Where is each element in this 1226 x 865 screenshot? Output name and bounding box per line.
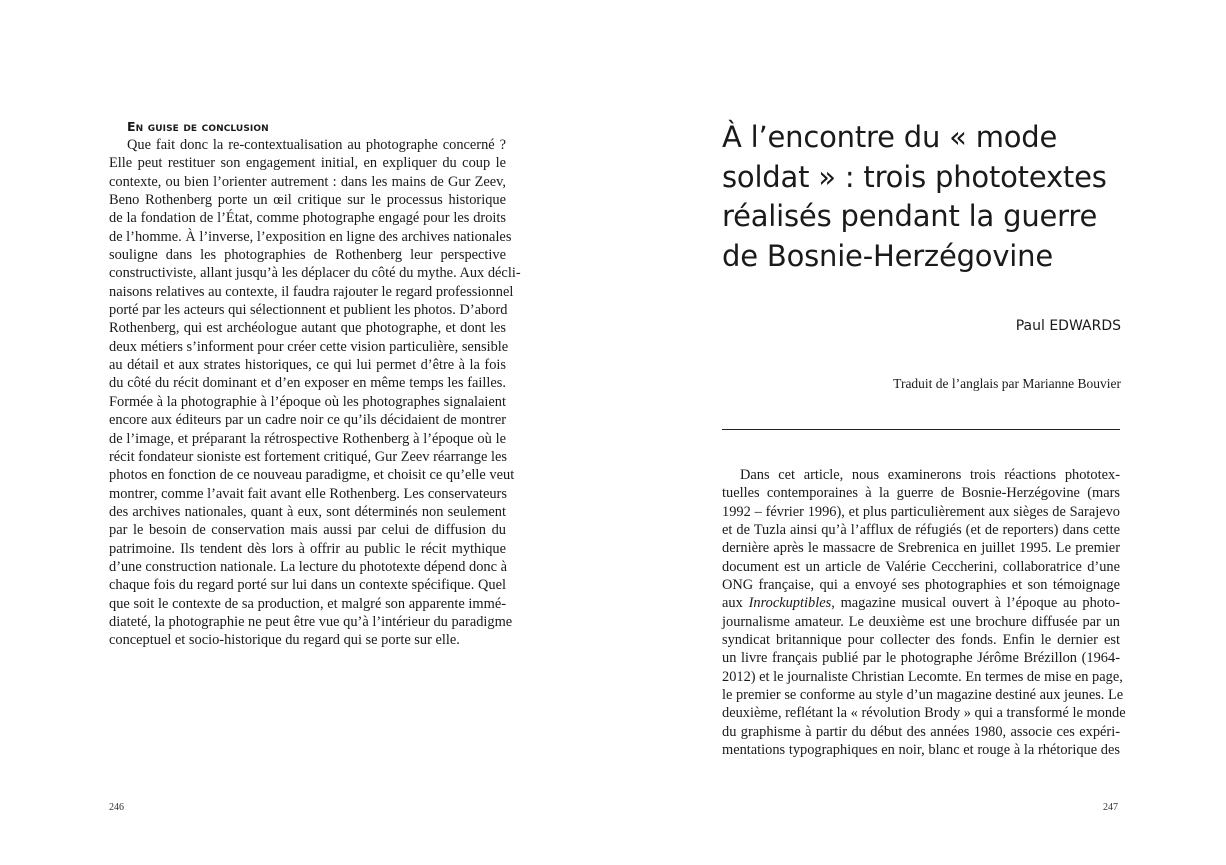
text-line: mentations typographiques en noir, blanc et rouge à la rhétorique des	[722, 742, 1120, 759]
author-first-name: Paul	[1015, 318, 1045, 334]
text-line: le premier se conforme au style d’un magazine destiné aux jeunes. Le	[722, 687, 1124, 704]
text-line: dernière après le massacre de Srebrenica en juillet 1995. Le premier	[722, 540, 1120, 557]
text-line: par le besoin de conservation mais aussi par celui de diffusion du	[109, 522, 506, 539]
text-line: 1992 – février 1996), et plus particulièrement aux sièges de Sarajevo	[722, 503, 1120, 520]
text-line: Que fait donc la re-contextualisation au photographe concerné ?	[127, 137, 506, 153]
text-line: Formée à la photographie à l’époque où les photographes signalaient	[109, 393, 506, 410]
text-line: au détail et aux strates historiques, ce qui lui permet d’être à la fois	[109, 357, 506, 374]
italic-title: Inrockuptibles	[748, 595, 832, 612]
text-line: souligne dans les photographies de Rothenberg leur perspective	[109, 247, 506, 264]
text-line: de l’homme. À l’inverse, l’exposition en ligne des archives nationales	[109, 228, 512, 245]
text-line: d’une construction nationale. La lecture du phototexte dépend donc à	[109, 558, 507, 575]
title-line-3: réalisés pendant la guerre	[722, 199, 1098, 233]
text-line: Rothenberg, qui est archéologue autant que photographe, et dont les	[109, 320, 506, 337]
text-line: et de Tuzla ainsi qu’à l’afflux de réfugiés (et de reporters) dans cette	[722, 522, 1120, 539]
text-line: des archives nationales, quant à eux, sont déterminés non seulement	[109, 503, 506, 520]
text-line: un livre français publié par le photographe Jérôme Brézillon (1964-	[722, 650, 1120, 667]
translator-credit: Traduit de l’anglais par Marianne Bouvier	[893, 376, 1121, 391]
text-line: porté par les acteurs qui sélectionnent et publient les photos. D’abord	[109, 302, 508, 319]
article-title	[722, 118, 1142, 276]
page-number-left: 246	[109, 802, 124, 813]
section-heading: En guise de conclusion	[127, 119, 269, 134]
text-line: 2012) et le journaliste Christian Lecomte. En termes de mise en page,	[722, 668, 1123, 685]
text-line: deuxième, reflétant la « révolution Brody » qui a transformé le monde	[722, 705, 1126, 722]
text-line: syndicat britannique pour collecter des fonds. Enfin le dernier est	[722, 632, 1120, 649]
text-line	[722, 594, 1120, 612]
title-line-4: de Bosnie-Herzégovine	[722, 238, 1053, 273]
text-line: journalisme amateur. Le deuxième est une brochure diffusée par un	[722, 613, 1120, 630]
left-body-text	[109, 136, 521, 650]
text-line: du graphisme à partir du début des années 1980, associe ces expéri-	[722, 723, 1120, 740]
author-last-name: EDWARDS	[1049, 318, 1121, 334]
text-line: Beno Rothenberg porte un œil critique sur le processus historique	[109, 192, 506, 209]
text-line: Dans cet article, nous examinerons trois réactions phototex-	[740, 467, 1120, 483]
text-line: de l’image, et préparant la rétrospective Rothenberg à l’époque où le	[109, 430, 506, 447]
text-line: encore aux éditeurs par un cadre noir ce qu’ils décidaient de montrer	[109, 412, 506, 429]
text-line: du côté du récit dominant et d’en exposer en même temps les failles.	[109, 375, 506, 392]
text-line: que soit le contexte de sa production, et malgré son apparente immé-	[109, 595, 506, 612]
author-name	[1016, 318, 1121, 334]
text-line: naisons relatives au contexte, il faudra rajouter le regard professionnel	[109, 283, 514, 300]
text-line: de la fondation de l’État, comme photographe engagé pour les droits	[109, 210, 506, 227]
right-body-text	[722, 466, 1126, 760]
text-line: montrer, comme l’avait fait avant elle Rothenberg. Les conservateurs	[109, 485, 507, 502]
text-line: constructiviste, allant jusqu’à les déplacer du côté du mythe. Aux décli-	[109, 265, 521, 282]
title-line-2: soldat » : trois phototextes	[722, 159, 1107, 194]
right-page	[613, 0, 1226, 865]
title-line-1: À l’encontre du « mode	[722, 120, 1058, 154]
text-line: récit fondateur sioniste est fortement critiqué, Gur Zeev réarrange les	[109, 448, 507, 465]
text-line: Elle peut restituer son engagement initial, en expliquer du coup le	[109, 155, 506, 172]
horizontal-rule	[722, 429, 1120, 430]
text-line: patrimoine. Ils tendent dès lors à offrir au public le récit mythique	[109, 540, 506, 557]
page-number-right: 247	[1103, 802, 1118, 813]
text-line: ONG française, qui a envoyé ses photographies et son témoignage	[722, 577, 1120, 594]
text-line: tuelles contemporaines à la guerre de Bosnie-Herzégovine (mars	[722, 485, 1120, 502]
text-line: conceptuel et socio-historique du regard qui se porte sur elle.	[109, 632, 460, 649]
text-line: document est un article de Valérie Ceccherini, collaboratrice d’une	[722, 558, 1120, 575]
text-line: contexte, ou bien l’orienter autrement : dans les mains de Gur Zeev,	[109, 173, 506, 190]
text-line: chaque fois du regard porté sur lui dans un contexte spécifique. Quel	[109, 577, 506, 594]
text-fragment: , magazine musical ouvert à l’époque au photo-	[831, 595, 1120, 612]
text-line: deux métiers s’informent pour créer cette vision particulière, sensible	[109, 338, 509, 355]
text-line: photos en fonction de ce nouveau paradigme, et choisit ce qu’elle veut	[109, 467, 515, 484]
text-fragment: aux	[722, 595, 749, 612]
text-line: diateté, la photographie ne peut être vue qu’à l’intérieur du paradigme	[109, 613, 513, 630]
